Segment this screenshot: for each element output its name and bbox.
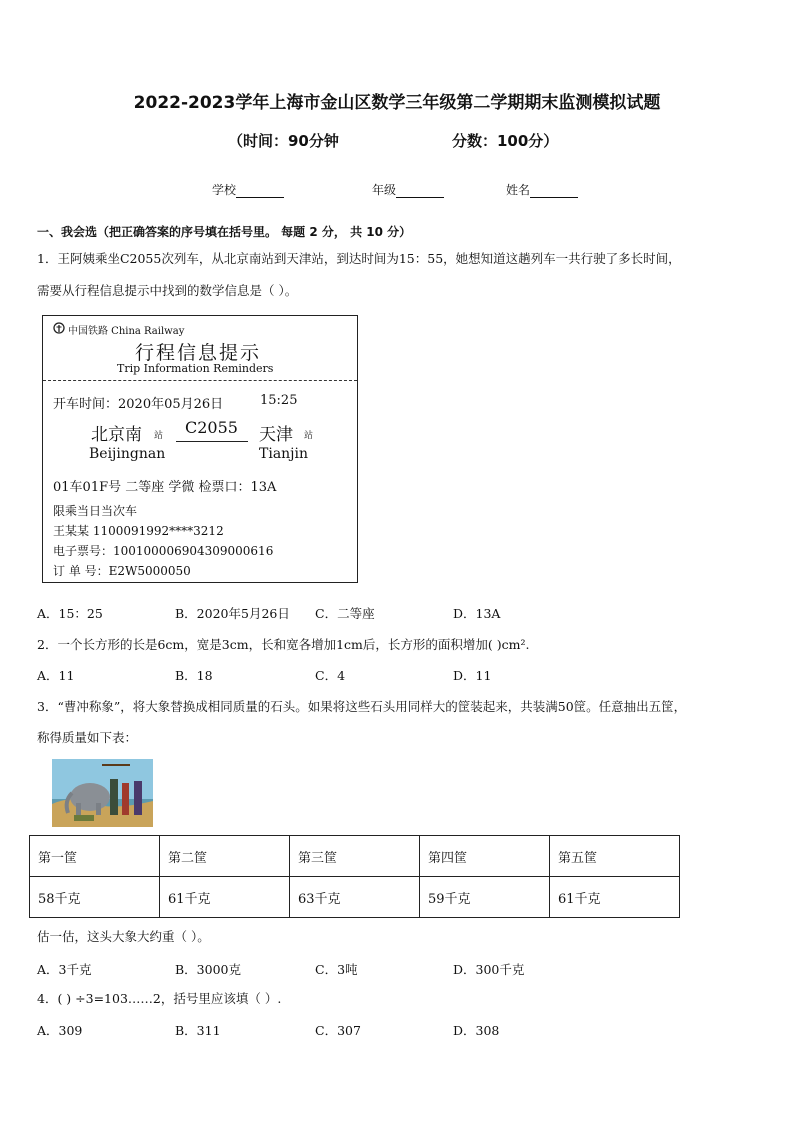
- q1-option-d[interactable]: D．13A: [453, 606, 501, 621]
- q2-option-d[interactable]: D．11: [453, 668, 492, 683]
- table-cell: 61千克: [160, 877, 290, 918]
- school-label: 学校: [212, 183, 237, 197]
- ticket-divider: [43, 380, 357, 381]
- table-cell: 63千克: [290, 877, 420, 918]
- grade-field[interactable]: [372, 181, 444, 198]
- q2-option-c[interactable]: C．4: [315, 668, 346, 683]
- ticket-to-en: Tianjin: [259, 446, 309, 462]
- table-header-cell: 第二筐: [160, 836, 290, 877]
- ticket-from-station: 北京南: [91, 425, 142, 445]
- ticket-to-station: 天津: [259, 425, 293, 445]
- table-header-row: [30, 836, 680, 877]
- grade-label: 年级: [372, 183, 397, 197]
- total-score: 分数：100分）: [452, 132, 559, 150]
- q1-line2: 需要从行程信息提示中找到的数学信息是（ ）。: [37, 283, 298, 298]
- q4-options: [37, 1021, 757, 1039]
- ticket-limit: 限乘当日当次车: [53, 504, 138, 518]
- table-header-cell: 第四筐: [420, 836, 550, 877]
- table-cell: 58千克: [30, 877, 160, 918]
- q4-option-b[interactable]: B．311: [175, 1023, 221, 1038]
- table-cell: 59千克: [420, 877, 550, 918]
- ticket-train-number: C2055: [185, 418, 238, 437]
- name-label: 姓名: [506, 183, 531, 197]
- q3-line1: 3．“曹冲称象”，将大象替换成相同质量的石头。如果将这些石头用同样大的筐装起来，共装满50筐。任意抽出五筐，: [37, 699, 687, 714]
- ticket-passenger: 王某某 1100091992****3212: [53, 524, 224, 538]
- table-cell: 61千克: [550, 877, 680, 918]
- table-header-cell: 第三筐: [290, 836, 420, 877]
- q3-option-c[interactable]: C．3吨: [315, 962, 358, 977]
- q3-options: [37, 960, 757, 978]
- table-row: [30, 877, 680, 918]
- ticket-to-suffix: 站: [304, 431, 314, 441]
- exam-title: 2022-2023学年上海市金山区数学三年级第二学期期末监测模拟试题: [133, 93, 661, 113]
- q4-line1: 4．( ) ÷3=103……2，括号里应该填（ ）.: [37, 991, 282, 1006]
- q3-option-d[interactable]: D．300千克: [453, 962, 525, 977]
- trip-ticket-image: [42, 315, 358, 583]
- q3-question: 估一估，这头大象大约重（ ）。: [37, 929, 210, 944]
- ticket-depart-time: 15:25: [260, 393, 298, 408]
- ticket-from-en: Beijingnan: [89, 446, 166, 462]
- time-limit: （时间：90分钟: [228, 132, 339, 150]
- railway-logo-icon: [53, 322, 65, 334]
- q1-line1: 1．王阿姨乘坐C2055次列车，从北京南站到天津站，到达时间为15：55，她想知道这趟列车一共行驶了多长时间，: [37, 251, 681, 266]
- section-heading: 一、我会选（把正确答案的序号填在括号里。 每题 2 分， 共 10 分）: [37, 225, 412, 239]
- q2-option-b[interactable]: B．18: [175, 668, 213, 683]
- q1-option-b[interactable]: B．2020年5月26日: [175, 606, 290, 621]
- school-field[interactable]: [212, 181, 284, 198]
- q1-option-c[interactable]: C．二等座: [315, 606, 375, 621]
- ticket-depart-date: 开车时间：2020年05月26日: [53, 397, 224, 412]
- q2-options: [37, 666, 757, 684]
- q4-option-c[interactable]: C．307: [315, 1023, 361, 1038]
- weighing-elephant-illustration: [52, 759, 153, 827]
- q3-line2: 称得质量如下表：: [37, 730, 138, 745]
- q2-line1: 2．一个长方形的长是6cm，宽是3cm，长和宽各增加1cm后，长方形的面积增加( )cm².: [37, 637, 530, 652]
- basket-weight-table: [29, 835, 680, 918]
- ticket-heading-cn: 行程信息提示: [135, 342, 262, 364]
- q2-option-a[interactable]: A．11: [37, 668, 75, 683]
- q3-option-a[interactable]: A．3千克: [37, 962, 92, 977]
- table-header-cell: 第一筐: [30, 836, 160, 877]
- train-arrow-line: [176, 441, 248, 442]
- ticket-brand: 中国铁路 China Railway: [68, 326, 185, 337]
- q1-options: [37, 604, 757, 622]
- ticket-from-suffix: 站: [154, 431, 164, 441]
- name-field[interactable]: [506, 181, 578, 198]
- q1-option-a[interactable]: A．15：25: [37, 606, 103, 621]
- ticket-seat-info: 01车01F号 二等座 学微 检票口：13A: [53, 480, 277, 495]
- q4-option-a[interactable]: A．309: [37, 1023, 83, 1038]
- table-header-cell: 第五筐: [550, 836, 680, 877]
- q3-option-b[interactable]: B．3000克: [175, 962, 241, 977]
- ticket-order: 订 单 号：E2W5000050: [53, 564, 191, 578]
- ticket-heading-en: Trip Information Reminders: [117, 362, 274, 375]
- q4-option-d[interactable]: D．308: [453, 1023, 500, 1038]
- ticket-eticket: 电子票号：10010000690430900061​6: [53, 544, 274, 558]
